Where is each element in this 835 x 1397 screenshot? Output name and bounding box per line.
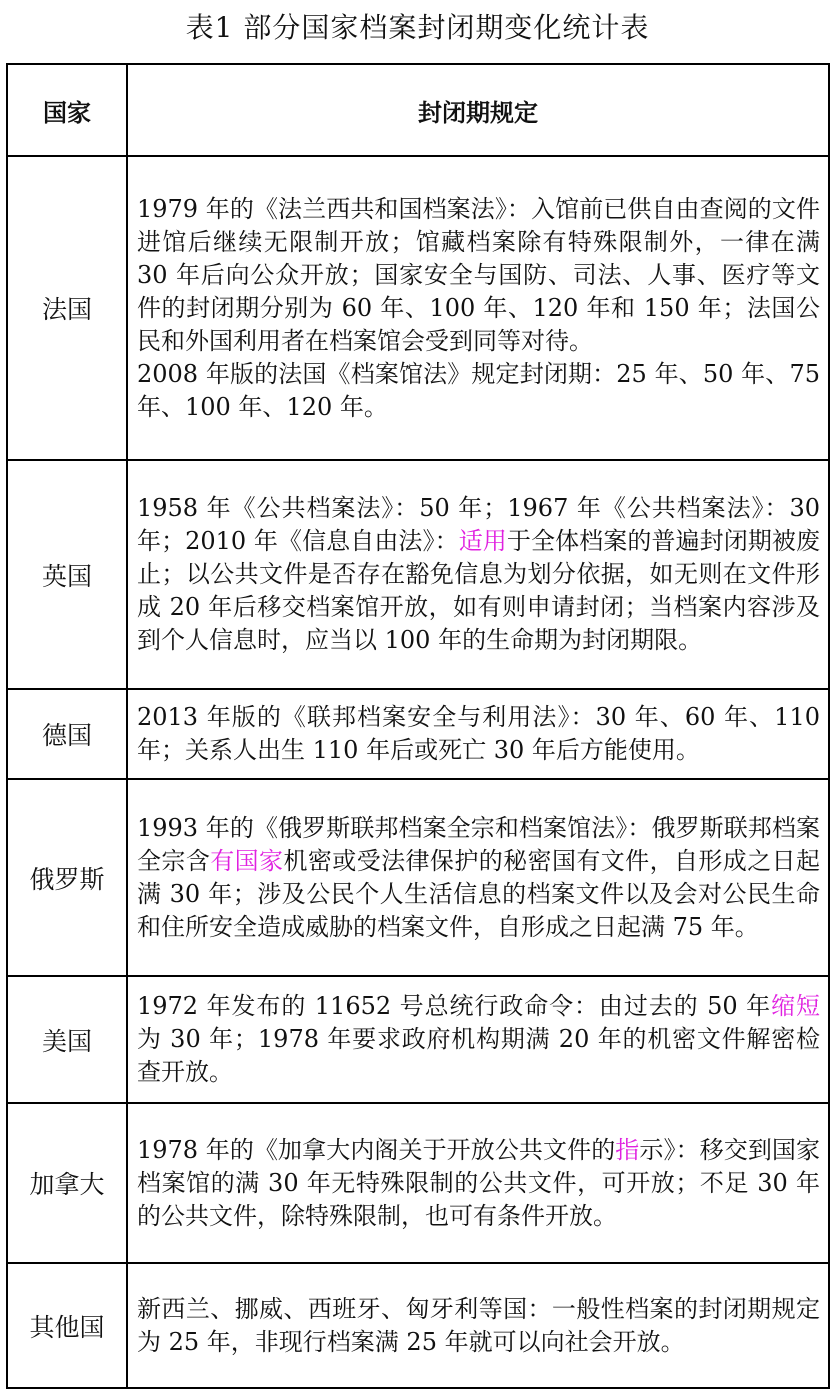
rule-text: 1958 年《公共档案法》：50 年；1967 年《公共档案法》：30 年；2010 年《信息自由法》： (137, 494, 820, 555)
rule-cell (127, 976, 829, 1103)
highlighted-text: 指 (615, 1135, 640, 1164)
rule-text: 为 30 年；1978 年要求政府机构期满 20 年的机密文件解密检查开放。 (137, 1025, 820, 1086)
country-cell: 其他国 (7, 1263, 127, 1388)
table-title: 表1 部分国家档案封闭期变化统计表 (185, 11, 650, 44)
table-row (7, 976, 829, 1103)
highlighted-text: 适用 (458, 527, 507, 555)
rule-text: 1972 年发布的 11652 号总统行政命令：由过去的 50 年 (137, 992, 772, 1020)
rule-text: 1993 年的《俄罗斯联邦档案全宗和档案馆法》：俄罗斯联邦档案全宗含 (137, 813, 820, 875)
table-row (7, 156, 829, 460)
rule-cell (127, 1103, 829, 1263)
closure-period-table (6, 63, 830, 1389)
rule-cell (127, 779, 829, 976)
table-row (7, 779, 829, 976)
header-rule: 封闭期规定 (127, 64, 829, 156)
rule-paragraph: 1979 年的《法兰西共和国档案法》：入馆前已供自由查阅的文件进馆后继续无限制开放；馆藏档案除有特殊限制外，一律在满 30 年后向公众开放；国家安全与国防、司法、人事、医疗等文件的封闭期分别为 60 年、100 年、120 年和 150 年；法国公民和外国利用者在档案馆会受到同等对待。 (137, 194, 820, 355)
table-row (7, 460, 829, 689)
country-cell: 英国 (7, 460, 127, 689)
rule-cell (127, 460, 829, 689)
rule-text: 于全体档案的普遍封闭期被废止；以公共文件是否存在豁免信息为划分依据，如无则在文件形成 20 年后移交档案馆开放，如有则申请封闭；当档案内容涉及到个人信息时，应当以 100 年的生命期为封闭期限。 (137, 527, 821, 654)
table-row (7, 689, 829, 779)
rule-text: 1978 年的《加拿大内阁关于开放公共文件的 (137, 1135, 616, 1164)
highlighted-text: 缩短 (771, 992, 821, 1020)
header-country: 国家 (7, 64, 127, 156)
country-cell: 美国 (7, 976, 127, 1103)
rule-paragraph: 2008 年版的法国《档案馆法》规定封闭期：25 年、50 年、75 年、100 年、120 年。 (137, 359, 820, 421)
rule-text: 机密或受法律保护的秘密国有文件，自形成之日起满 30 年；涉及公民个人生活信息的档案文件以及会对公民生命和住所安全造成威胁的档案文件，自形成之日起满 75 年。 (137, 846, 821, 941)
table-row (7, 1103, 829, 1263)
rule-cell: 2013 年版的《联邦档案安全与利用法》：30 年、60 年、110 年；关系人出生 110 年后或死亡 30 年后方能使用。 (127, 689, 829, 779)
rule-cell (127, 156, 829, 460)
table-header-row (7, 64, 829, 156)
rule-cell: 新西兰、挪威、西班牙、匈牙利等国：一般性档案的封闭期规定为 25 年，非现行档案满 25 年就可以向社会开放。 (127, 1263, 829, 1388)
country-cell: 法国 (7, 156, 127, 460)
country-cell: 德国 (7, 689, 127, 779)
rule-text: 示》：移交到国家档案馆的满 30 年无特殊限制的公共文件，可开放；不足 30 年的公共文件，除特殊限制，也可有条件开放。 (137, 1135, 821, 1230)
country-cell: 俄罗斯 (7, 779, 127, 976)
highlighted-text: 有国家 (210, 846, 284, 875)
country-cell: 加拿大 (7, 1103, 127, 1263)
table-row (7, 1263, 829, 1388)
